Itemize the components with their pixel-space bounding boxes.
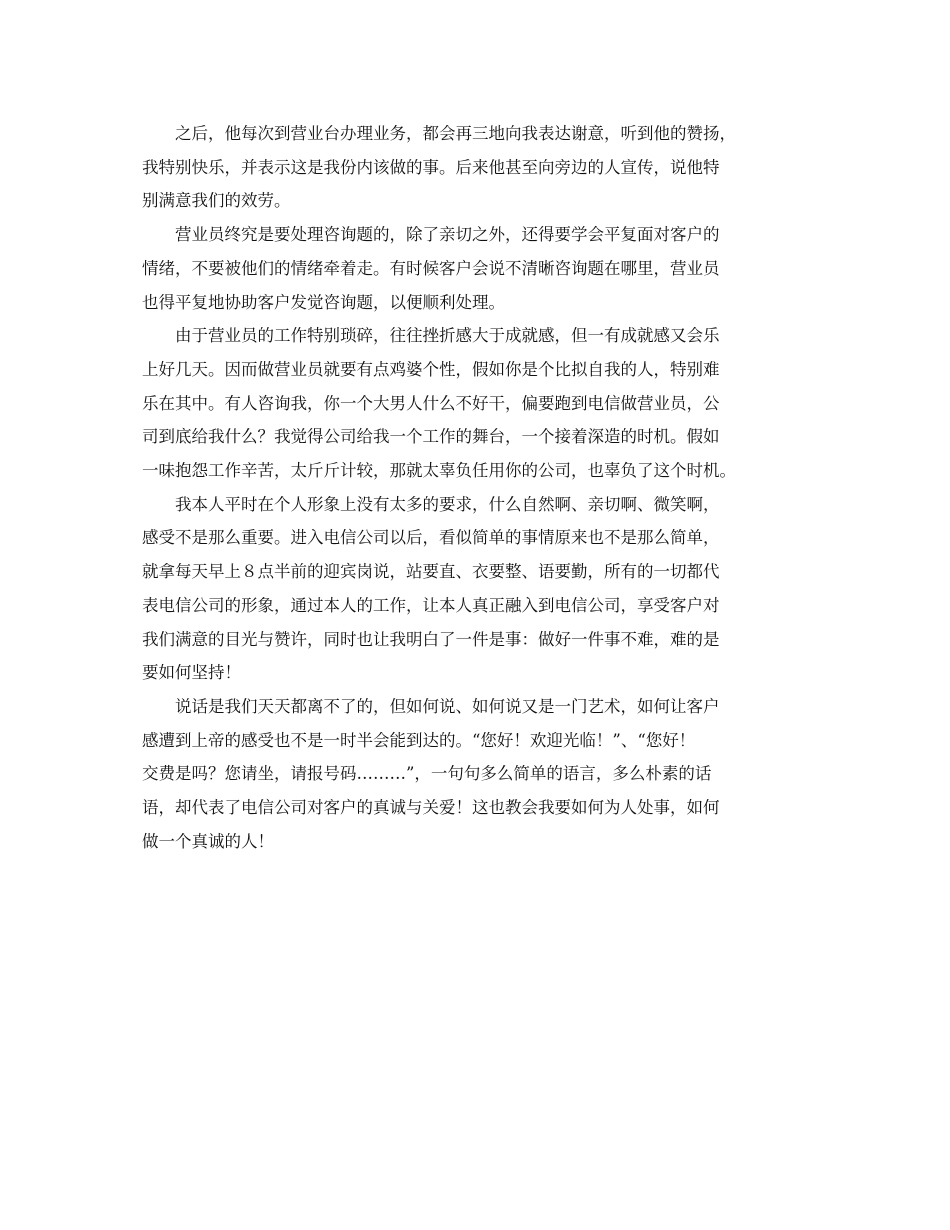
- text-line: 别满意我们的效劳。: [142, 191, 291, 211]
- text-line: 也得平复地协助客户发觉咨询题，以便顺利处理。: [142, 292, 505, 312]
- text-line: 司到底给我什么？我觉得公司给我一个工作的舞台，一个接着深造的时机。假如: [142, 427, 720, 447]
- text-line: 交费是吗？您请坐，请报号码………”，一句句多么简单的语言，多么朴素的话: [142, 764, 712, 784]
- text-line: 情绪，不要被他们的情绪牵着走。有时候客户会说不清晰咨询题在哪里，营业员: [142, 258, 720, 278]
- text-line: 上好几天。因而做营业员就要有点鸡婆个性，假如你是个比拟自我的人，特别难: [142, 359, 720, 379]
- text-line: 感受不是那么重要。进入电信公司以后，看似简单的事情原来也不是那么简单，: [142, 528, 720, 548]
- text-line: 我特别快乐，并表示这是我份内该做的事。后来他甚至向旁边的人宣传，说他特: [142, 157, 720, 177]
- paragraph-1: [142, 117, 810, 218]
- text-line: 感遭到上帝的感受也不是一时半会能到达的。“您好！欢迎光临！”、“您好！: [142, 730, 696, 750]
- text-line: 我们满意的目光与赞许，同时也让我明白了一件是事：做好一件事不难，难的是: [142, 629, 720, 649]
- document-body: [142, 117, 810, 858]
- text-line: 营业员终究是要处理咨询题的，除了亲切之外，还得要学会平复面对客户的: [175, 225, 720, 245]
- text-line: 乐在其中。有人咨询我，你一个大男人什么不好干，偏要跑到电信做营业员，公: [142, 393, 720, 413]
- text-line: 我本人平时在个人形象上没有太多的要求，什么自然啊、亲切啊、微笑啊，: [175, 494, 720, 514]
- paragraph-3: [142, 319, 810, 488]
- paragraph-5: [142, 690, 810, 859]
- text-line: 要如何坚持！: [142, 663, 241, 683]
- text-line: 之后，他每次到营业台办理业务，都会再三地向我表达谢意，听到他的赞扬，: [175, 124, 736, 143]
- text-line: 说话是我们天天都离不了的，但如何说、如何说又是一门艺术，如何让客户: [175, 696, 720, 716]
- text-line: 一味抱怨工作辛苦，太斤斤计较，那就太辜负任用你的公司，也辜负了这个时机。: [142, 461, 736, 481]
- paragraph-4: [142, 488, 810, 690]
- paragraph-2: [142, 218, 810, 319]
- text-line: 语，却代表了电信公司对客户的真诚与关爱！这也教会我要如何为人处事，如何: [142, 798, 720, 818]
- text-line: 表电信公司的形象，通过本人的工作，让本人真正融入到电信公司，享受客户对: [142, 595, 720, 615]
- text-line: 就拿每天早上８点半前的迎宾岗说，站要直、衣要整、语要勤，所有的一切都代: [142, 562, 720, 582]
- text-line: 做一个真诚的人！: [142, 831, 274, 851]
- text-line: 由于营业员的工作特别琐碎，往往挫折感大于成就感，但一有成就感又会乐: [175, 326, 720, 346]
